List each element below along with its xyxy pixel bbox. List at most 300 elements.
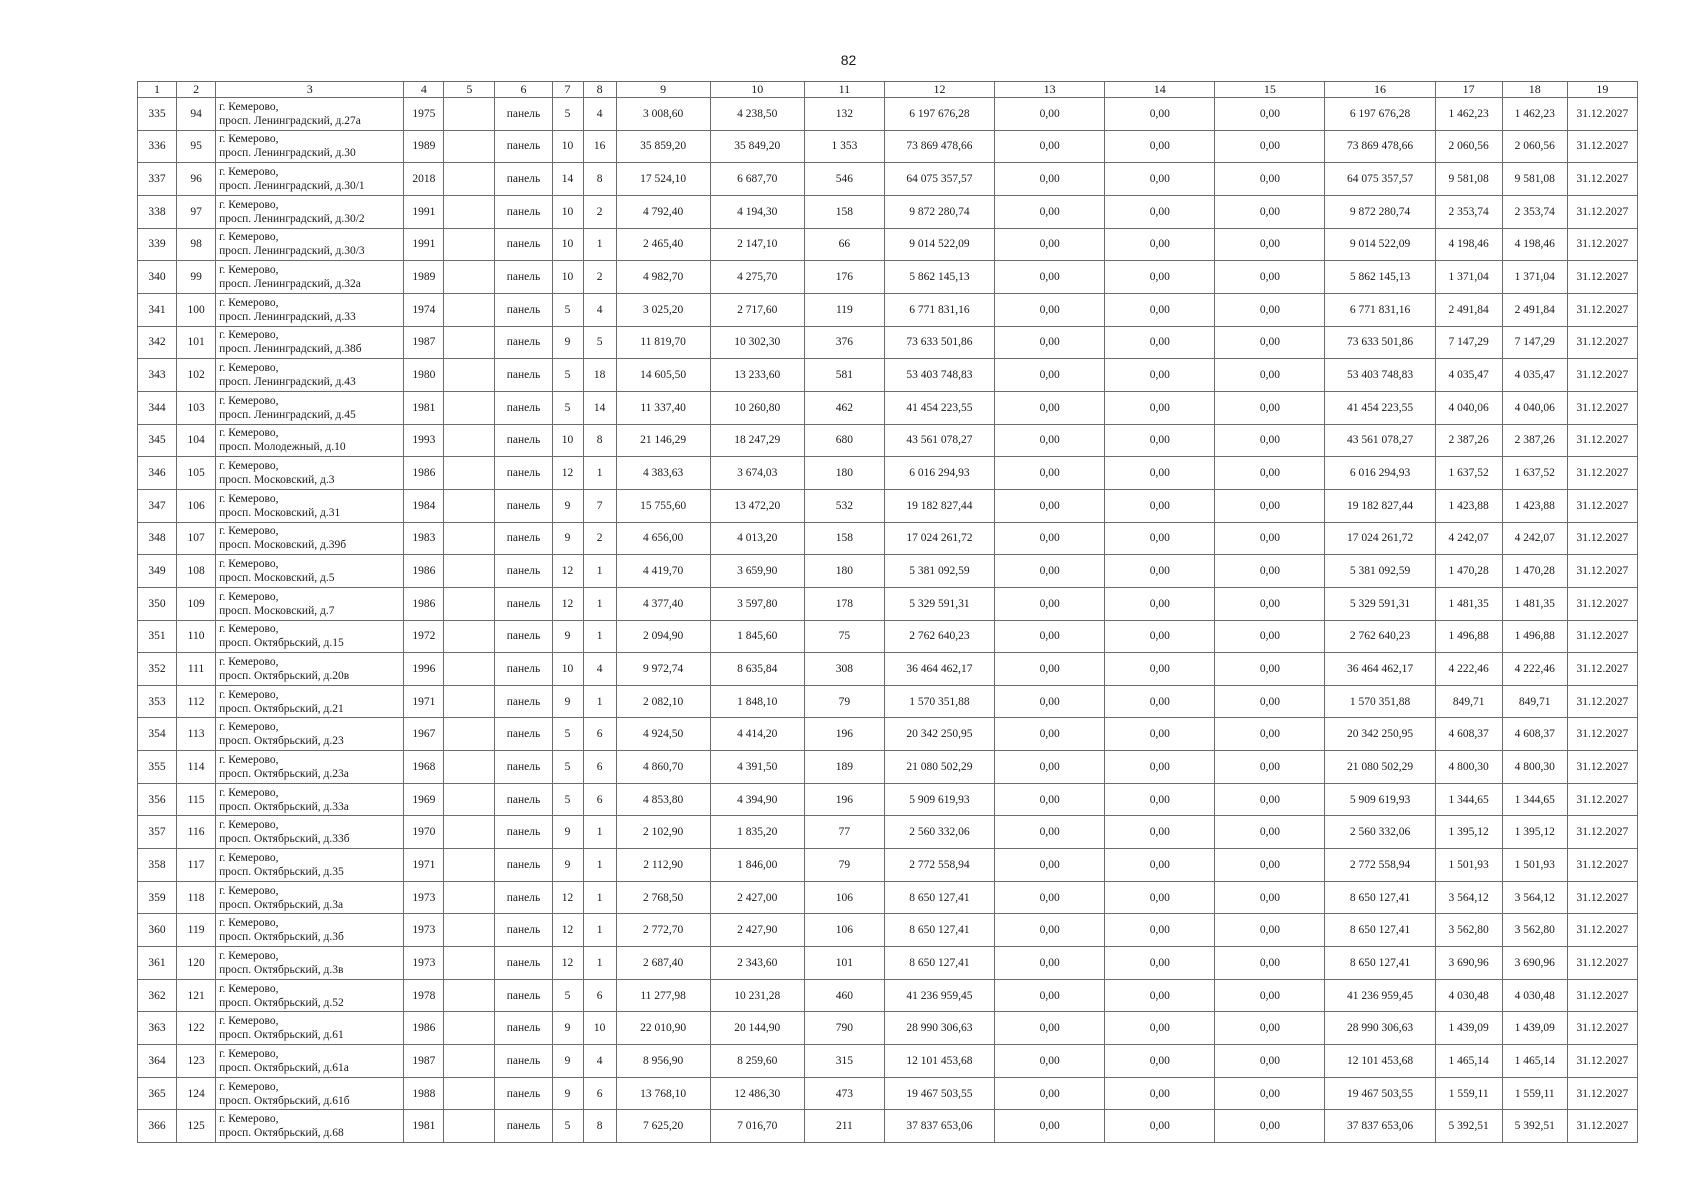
max-unit-cost-cell: 2 387,26	[1502, 424, 1567, 457]
floors-cell: 10	[552, 653, 583, 686]
unit-cost-cell: 9 581,08	[1435, 163, 1502, 196]
residential-area-cell: 4 414,20	[710, 718, 804, 751]
address-cell	[216, 914, 404, 947]
table-row	[138, 163, 1638, 196]
regional-cost-cell: 0,00	[1105, 685, 1215, 718]
year-built-cell: 1989	[404, 261, 444, 294]
owners-cost-cell: 9 014 522,09	[1325, 228, 1435, 261]
municipal-cost-cell: 0,00	[1215, 293, 1325, 326]
max-unit-cost-cell: 1 395,12	[1502, 816, 1567, 849]
sub-number-cell: 94	[177, 98, 216, 131]
sub-number-cell: 118	[177, 881, 216, 914]
total-cost-cell: 8 650 127,41	[884, 881, 994, 914]
year-built-cell: 1983	[404, 522, 444, 555]
year-last-repair-cell	[444, 881, 495, 914]
municipal-cost-cell: 0,00	[1215, 1077, 1325, 1110]
planned-date-cell: 31.12.2027	[1567, 1045, 1637, 1078]
planned-date-cell: 31.12.2027	[1567, 620, 1637, 653]
max-unit-cost-cell: 1 496,88	[1502, 620, 1567, 653]
address-city: г. Кемерово,	[219, 1113, 279, 1126]
total-area-cell: 2 112,90	[616, 849, 710, 882]
entrances-cell: 2	[583, 195, 616, 228]
owners-cost-cell: 5 862 145,13	[1325, 261, 1435, 294]
wall-material-cell: панель	[495, 293, 552, 326]
unit-cost-cell: 2 387,26	[1435, 424, 1502, 457]
residential-area-cell: 8 635,84	[710, 653, 804, 686]
residential-area-cell: 2 427,00	[710, 881, 804, 914]
residents-cell: 1 353	[804, 130, 884, 163]
column-header-11: 11	[804, 82, 884, 98]
fund-cost-cell: 0,00	[995, 653, 1105, 686]
sub-number-cell: 96	[177, 163, 216, 196]
year-last-repair-cell	[444, 130, 495, 163]
owners-cost-cell: 2 762 640,23	[1325, 620, 1435, 653]
year-last-repair-cell	[444, 359, 495, 392]
residential-area-cell: 2 147,10	[710, 228, 804, 261]
year-built-cell: 1975	[404, 98, 444, 131]
total-cost-cell: 8 650 127,41	[884, 914, 994, 947]
entrances-cell: 6	[583, 718, 616, 751]
owners-cost-cell: 64 075 357,57	[1325, 163, 1435, 196]
municipal-cost-cell: 0,00	[1215, 914, 1325, 947]
column-header-1: 1	[138, 82, 177, 98]
address-street: просп. Ленинградский, д.27а	[219, 114, 361, 127]
owners-cost-cell: 1 570 351,88	[1325, 685, 1435, 718]
column-header-17: 17	[1435, 82, 1502, 98]
sub-number-cell: 103	[177, 391, 216, 424]
owners-cost-cell: 20 342 250,95	[1325, 718, 1435, 751]
address-city: г. Кемерово,	[219, 655, 279, 668]
residents-cell: 106	[804, 914, 884, 947]
column-header-8: 8	[583, 82, 616, 98]
sub-number-cell: 107	[177, 522, 216, 555]
total-cost-cell: 21 080 502,29	[884, 751, 994, 784]
year-built-cell: 1973	[404, 947, 444, 980]
entrances-cell: 6	[583, 751, 616, 784]
planned-date-cell: 31.12.2027	[1567, 98, 1637, 131]
entrances-cell: 1	[583, 914, 616, 947]
address-cell	[216, 457, 404, 490]
residents-cell: 189	[804, 751, 884, 784]
residents-cell: 308	[804, 653, 884, 686]
address-city: г. Кемерово,	[219, 884, 279, 897]
address-street: просп. Октябрьский, д.61	[219, 1029, 344, 1042]
total-area-cell: 4 383,63	[616, 457, 710, 490]
fund-cost-cell: 0,00	[995, 816, 1105, 849]
municipal-cost-cell: 0,00	[1215, 816, 1325, 849]
total-area-cell: 4 853,80	[616, 783, 710, 816]
column-header-19: 19	[1567, 82, 1637, 98]
max-unit-cost-cell: 4 242,07	[1502, 522, 1567, 555]
row-number-cell: 357	[138, 816, 177, 849]
table-row	[138, 359, 1638, 392]
year-last-repair-cell	[444, 685, 495, 718]
planned-date-cell: 31.12.2027	[1567, 130, 1637, 163]
sub-number-cell: 110	[177, 620, 216, 653]
year-built-cell: 1991	[404, 195, 444, 228]
regional-cost-cell: 0,00	[1105, 555, 1215, 588]
residential-area-cell: 20 144,90	[710, 1012, 804, 1045]
planned-date-cell: 31.12.2027	[1567, 555, 1637, 588]
wall-material-cell: панель	[495, 522, 552, 555]
sub-number-cell: 113	[177, 718, 216, 751]
year-last-repair-cell	[444, 489, 495, 522]
floors-cell: 14	[552, 163, 583, 196]
address-street: просп. Ленинградский, д.30/1	[219, 180, 365, 193]
residents-cell: 75	[804, 620, 884, 653]
residents-cell: 158	[804, 522, 884, 555]
year-last-repair-cell	[444, 718, 495, 751]
entrances-cell: 4	[583, 1045, 616, 1078]
address-street: просп. Октябрьский, д.33а	[219, 800, 349, 813]
max-unit-cost-cell: 4 198,46	[1502, 228, 1567, 261]
table-row	[138, 457, 1638, 490]
total-cost-cell: 36 464 462,17	[884, 653, 994, 686]
address-street: просп. Октябрьский, д.52	[219, 996, 344, 1009]
wall-material-cell: панель	[495, 359, 552, 392]
residents-cell: 376	[804, 326, 884, 359]
column-header-12: 12	[884, 82, 994, 98]
sub-number-cell: 117	[177, 849, 216, 882]
total-area-cell: 2 102,90	[616, 816, 710, 849]
fund-cost-cell: 0,00	[995, 359, 1105, 392]
planned-date-cell: 31.12.2027	[1567, 751, 1637, 784]
year-built-cell: 1971	[404, 685, 444, 718]
residents-cell: 79	[804, 685, 884, 718]
address-cell	[216, 816, 404, 849]
max-unit-cost-cell: 1 637,52	[1502, 457, 1567, 490]
municipal-cost-cell: 0,00	[1215, 783, 1325, 816]
entrances-cell: 8	[583, 1110, 616, 1143]
total-cost-cell: 1 570 351,88	[884, 685, 994, 718]
residential-area-cell: 4 391,50	[710, 751, 804, 784]
wall-material-cell: панель	[495, 130, 552, 163]
address-cell	[216, 130, 404, 163]
regional-cost-cell: 0,00	[1105, 751, 1215, 784]
max-unit-cost-cell: 1 462,23	[1502, 98, 1567, 131]
table-row	[138, 653, 1638, 686]
year-last-repair-cell	[444, 457, 495, 490]
floors-cell: 5	[552, 391, 583, 424]
sub-number-cell: 120	[177, 947, 216, 980]
table-row	[138, 816, 1638, 849]
wall-material-cell: панель	[495, 98, 552, 131]
planned-date-cell: 31.12.2027	[1567, 293, 1637, 326]
sub-number-cell: 99	[177, 261, 216, 294]
column-header-2: 2	[177, 82, 216, 98]
row-number-cell: 346	[138, 457, 177, 490]
owners-cost-cell: 8 650 127,41	[1325, 914, 1435, 947]
regional-cost-cell: 0,00	[1105, 424, 1215, 457]
wall-material-cell: панель	[495, 424, 552, 457]
address-cell	[216, 293, 404, 326]
fund-cost-cell: 0,00	[995, 914, 1105, 947]
address-street: просп. Октябрьский, д.61б	[219, 1094, 350, 1107]
planned-date-cell: 31.12.2027	[1567, 1110, 1637, 1143]
entrances-cell: 1	[583, 849, 616, 882]
fund-cost-cell: 0,00	[995, 587, 1105, 620]
total-area-cell: 21 146,29	[616, 424, 710, 457]
year-last-repair-cell	[444, 1045, 495, 1078]
fund-cost-cell: 0,00	[995, 293, 1105, 326]
floors-cell: 10	[552, 195, 583, 228]
address-street: просп. Ленинградский, д.38б	[219, 343, 362, 356]
row-number-cell: 340	[138, 261, 177, 294]
owners-cost-cell: 53 403 748,83	[1325, 359, 1435, 392]
floors-cell: 9	[552, 816, 583, 849]
table-row	[138, 783, 1638, 816]
residential-area-cell: 6 687,70	[710, 163, 804, 196]
row-number-cell: 359	[138, 881, 177, 914]
column-header-15: 15	[1215, 82, 1325, 98]
address-cell	[216, 979, 404, 1012]
total-cost-cell: 5 329 591,31	[884, 587, 994, 620]
address-cell	[216, 163, 404, 196]
residents-cell: 158	[804, 195, 884, 228]
residents-cell: 66	[804, 228, 884, 261]
column-header-10: 10	[710, 82, 804, 98]
address-street: просп. Ленинградский, д.30/3	[219, 245, 365, 258]
table-row	[138, 587, 1638, 620]
floors-cell: 9	[552, 1077, 583, 1110]
total-area-cell: 8 956,90	[616, 1045, 710, 1078]
year-built-cell: 1988	[404, 1077, 444, 1110]
unit-cost-cell: 2 060,56	[1435, 130, 1502, 163]
floors-cell: 9	[552, 685, 583, 718]
max-unit-cost-cell: 1 423,88	[1502, 489, 1567, 522]
residential-area-cell: 13 472,20	[710, 489, 804, 522]
address-cell	[216, 653, 404, 686]
floors-cell: 12	[552, 881, 583, 914]
municipal-cost-cell: 0,00	[1215, 1110, 1325, 1143]
max-unit-cost-cell: 3 562,80	[1502, 914, 1567, 947]
entrances-cell: 4	[583, 293, 616, 326]
residential-area-cell: 1 848,10	[710, 685, 804, 718]
fund-cost-cell: 0,00	[995, 1012, 1105, 1045]
planned-date-cell: 31.12.2027	[1567, 816, 1637, 849]
row-number-cell: 344	[138, 391, 177, 424]
unit-cost-cell: 1 371,04	[1435, 261, 1502, 294]
regional-cost-cell: 0,00	[1105, 293, 1215, 326]
regional-cost-cell: 0,00	[1105, 522, 1215, 555]
floors-cell: 9	[552, 489, 583, 522]
address-city: г. Кемерово,	[219, 460, 279, 473]
residents-cell: 581	[804, 359, 884, 392]
residential-area-cell: 10 231,28	[710, 979, 804, 1012]
sub-number-cell: 116	[177, 816, 216, 849]
municipal-cost-cell: 0,00	[1215, 685, 1325, 718]
fund-cost-cell: 0,00	[995, 783, 1105, 816]
fund-cost-cell: 0,00	[995, 98, 1105, 131]
address-street: просп. Молодежный, д.10	[219, 441, 346, 454]
max-unit-cost-cell: 4 040,06	[1502, 391, 1567, 424]
total-cost-cell: 41 454 223,55	[884, 391, 994, 424]
max-unit-cost-cell: 4 608,37	[1502, 718, 1567, 751]
regional-cost-cell: 0,00	[1105, 228, 1215, 261]
address-street: просп. Московский, д.39б	[219, 539, 347, 552]
floors-cell: 12	[552, 947, 583, 980]
residents-cell: 106	[804, 881, 884, 914]
address-cell	[216, 947, 404, 980]
unit-cost-cell: 7 147,29	[1435, 326, 1502, 359]
owners-cost-cell: 17 024 261,72	[1325, 522, 1435, 555]
total-area-cell: 2 094,90	[616, 620, 710, 653]
municipal-cost-cell: 0,00	[1215, 522, 1325, 555]
total-area-cell: 15 755,60	[616, 489, 710, 522]
row-number-cell: 336	[138, 130, 177, 163]
column-header-4: 4	[404, 82, 444, 98]
column-header-18: 18	[1502, 82, 1567, 98]
year-last-repair-cell	[444, 522, 495, 555]
row-number-cell: 362	[138, 979, 177, 1012]
address-cell	[216, 620, 404, 653]
year-built-cell: 1987	[404, 1045, 444, 1078]
total-area-cell: 3 008,60	[616, 98, 710, 131]
wall-material-cell: панель	[495, 1045, 552, 1078]
residents-cell: 180	[804, 555, 884, 588]
row-number-cell: 356	[138, 783, 177, 816]
unit-cost-cell: 3 564,12	[1435, 881, 1502, 914]
address-street: просп. Московский, д.3	[219, 474, 335, 487]
row-number-cell: 339	[138, 228, 177, 261]
entrances-cell: 8	[583, 163, 616, 196]
address-cell	[216, 391, 404, 424]
row-number-cell: 353	[138, 685, 177, 718]
row-number-cell: 360	[138, 914, 177, 947]
address-cell	[216, 718, 404, 751]
planned-date-cell: 31.12.2027	[1567, 1077, 1637, 1110]
total-cost-cell: 37 837 653,06	[884, 1110, 994, 1143]
unit-cost-cell: 2 491,84	[1435, 293, 1502, 326]
address-city: г. Кемерово,	[219, 296, 279, 309]
total-cost-cell: 41 236 959,45	[884, 979, 994, 1012]
table-row	[138, 718, 1638, 751]
fund-cost-cell: 0,00	[995, 228, 1105, 261]
address-city: г. Кемерово,	[219, 623, 279, 636]
owners-cost-cell: 12 101 453,68	[1325, 1045, 1435, 1078]
residential-area-cell: 2 343,60	[710, 947, 804, 980]
entrances-cell: 1	[583, 685, 616, 718]
address-cell	[216, 1012, 404, 1045]
regional-cost-cell: 0,00	[1105, 947, 1215, 980]
fund-cost-cell: 0,00	[995, 947, 1105, 980]
total-cost-cell: 73 633 501,86	[884, 326, 994, 359]
year-built-cell: 1989	[404, 130, 444, 163]
total-cost-cell: 19 467 503,55	[884, 1077, 994, 1110]
address-street: просп. Ленинградский, д.33	[219, 310, 356, 323]
planned-date-cell: 31.12.2027	[1567, 914, 1637, 947]
fund-cost-cell: 0,00	[995, 620, 1105, 653]
year-last-repair-cell	[444, 293, 495, 326]
municipal-cost-cell: 0,00	[1215, 391, 1325, 424]
residents-cell: 180	[804, 457, 884, 490]
residential-area-cell: 2 427,90	[710, 914, 804, 947]
planned-date-cell: 31.12.2027	[1567, 783, 1637, 816]
address-city: г. Кемерово,	[219, 427, 279, 440]
municipal-cost-cell: 0,00	[1215, 881, 1325, 914]
regional-cost-cell: 0,00	[1105, 849, 1215, 882]
table-row	[138, 947, 1638, 980]
residents-cell: 178	[804, 587, 884, 620]
regional-cost-cell: 0,00	[1105, 718, 1215, 751]
entrances-cell: 1	[583, 816, 616, 849]
column-header-14: 14	[1105, 82, 1215, 98]
fund-cost-cell: 0,00	[995, 424, 1105, 457]
address-cell	[216, 98, 404, 131]
owners-cost-cell: 19 182 827,44	[1325, 489, 1435, 522]
owners-cost-cell: 73 633 501,86	[1325, 326, 1435, 359]
row-number-cell: 343	[138, 359, 177, 392]
residents-cell: 119	[804, 293, 884, 326]
year-built-cell: 1969	[404, 783, 444, 816]
regional-cost-cell: 0,00	[1105, 979, 1215, 1012]
owners-cost-cell: 5 909 619,93	[1325, 783, 1435, 816]
address-city: г. Кемерово,	[219, 851, 279, 864]
row-number-cell: 345	[138, 424, 177, 457]
address-cell	[216, 849, 404, 882]
regional-cost-cell: 0,00	[1105, 783, 1215, 816]
unit-cost-cell: 1 465,14	[1435, 1045, 1502, 1078]
row-number-cell: 365	[138, 1077, 177, 1110]
max-unit-cost-cell: 3 690,96	[1502, 947, 1567, 980]
floors-cell: 9	[552, 1045, 583, 1078]
address-city: г. Кемерово,	[219, 231, 279, 244]
wall-material-cell: панель	[495, 489, 552, 522]
year-last-repair-cell	[444, 261, 495, 294]
row-number-cell: 355	[138, 751, 177, 784]
total-cost-cell: 2 762 640,23	[884, 620, 994, 653]
total-cost-cell: 6 771 831,16	[884, 293, 994, 326]
regional-cost-cell: 0,00	[1105, 163, 1215, 196]
planned-date-cell: 31.12.2027	[1567, 947, 1637, 980]
residential-area-cell: 3 674,03	[710, 457, 804, 490]
total-area-cell: 4 982,70	[616, 261, 710, 294]
municipal-cost-cell: 0,00	[1215, 849, 1325, 882]
sub-number-cell: 115	[177, 783, 216, 816]
address-street: просп. Ленинградский, д.43	[219, 376, 356, 389]
row-number-cell: 348	[138, 522, 177, 555]
max-unit-cost-cell: 9 581,08	[1502, 163, 1567, 196]
planned-date-cell: 31.12.2027	[1567, 718, 1637, 751]
wall-material-cell: панель	[495, 587, 552, 620]
sub-number-cell: 114	[177, 751, 216, 784]
sub-number-cell: 102	[177, 359, 216, 392]
unit-cost-cell: 1 395,12	[1435, 816, 1502, 849]
table-row	[138, 1077, 1638, 1110]
row-number-cell: 337	[138, 163, 177, 196]
wall-material-cell: панель	[495, 195, 552, 228]
entrances-cell: 7	[583, 489, 616, 522]
column-header-3: 3	[216, 82, 404, 98]
municipal-cost-cell: 0,00	[1215, 359, 1325, 392]
entrances-cell: 5	[583, 326, 616, 359]
address-city: г. Кемерово,	[219, 133, 279, 146]
max-unit-cost-cell: 2 491,84	[1502, 293, 1567, 326]
unit-cost-cell: 849,71	[1435, 685, 1502, 718]
total-cost-cell: 20 342 250,95	[884, 718, 994, 751]
unit-cost-cell: 4 035,47	[1435, 359, 1502, 392]
planned-date-cell: 31.12.2027	[1567, 1012, 1637, 1045]
residents-cell: 460	[804, 979, 884, 1012]
owners-cost-cell: 28 990 306,63	[1325, 1012, 1435, 1045]
row-number-cell: 354	[138, 718, 177, 751]
table-row	[138, 424, 1638, 457]
fund-cost-cell: 0,00	[995, 163, 1105, 196]
address-street: просп. Ленинградский, д.32а	[219, 278, 361, 291]
year-built-cell: 1981	[404, 391, 444, 424]
year-last-repair-cell	[444, 1077, 495, 1110]
row-number-cell: 352	[138, 653, 177, 686]
